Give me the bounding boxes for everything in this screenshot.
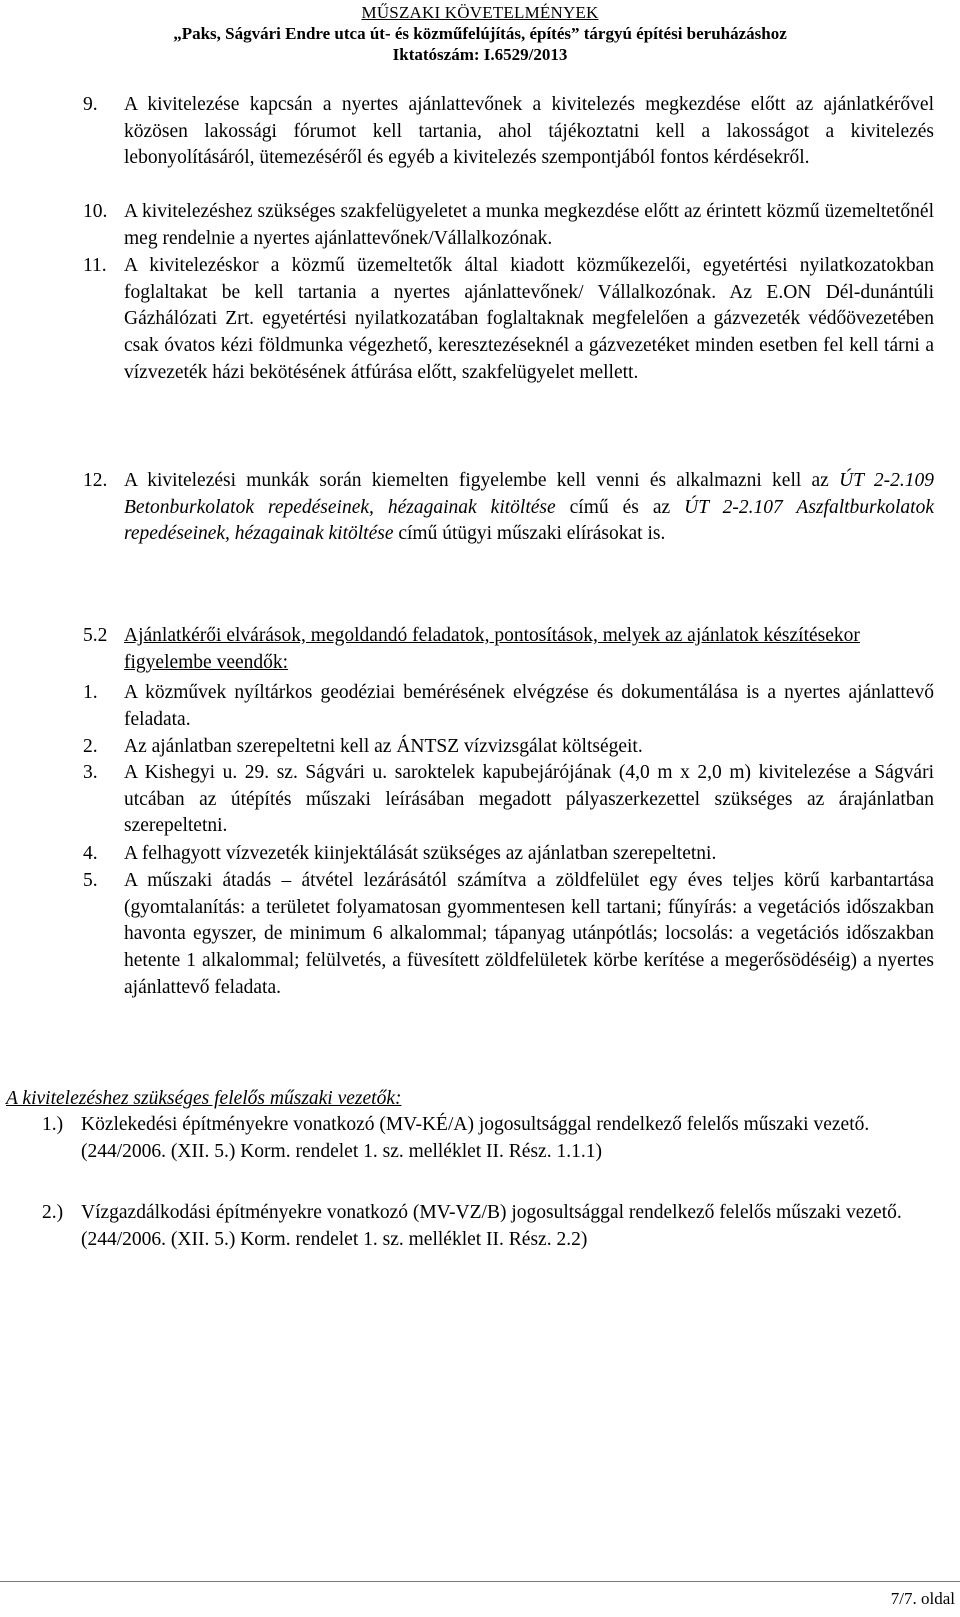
footer-divider (0, 1581, 960, 1582)
item-text-part: A kivitelezési munkák során kiemelten figyelembe kell venni és alkalmazni kell az (124, 470, 840, 491)
document-type: MŰSZAKI KÖVETELMÉNYEK (361, 3, 599, 22)
item-number: 1. (83, 682, 98, 703)
item-number: 12. (83, 470, 108, 491)
list-item (83, 734, 934, 761)
item-text: Közlekedési építményekre vonatkozó (MV-KÉ/A) jogosultsággal rendelkező felelős műszaki vezető. (81, 1114, 870, 1135)
item-text-part: című és az (555, 496, 685, 518)
list-item (83, 199, 934, 252)
list-item (83, 841, 934, 868)
project-title: „Paks, Ságvári Endre utca út- és közműfelújítás, építés” tárgyú építési beruházáshoz (173, 24, 787, 43)
item-number: 4. (83, 843, 98, 864)
item-number: 2.) (42, 1202, 64, 1223)
item-text: A közművek nyíltárkos geodéziai bemérésének elvégzése és dokumentálása is a nyertes ajánlattevő feladata. (124, 682, 934, 730)
item-text: A műszaki átadás – átvétel lezárásától számítva a zöldfelület egy éves teljes körű karbantartása (gyomtalanítás: a területet folyamatosan gyommentesen kell tartani; fűnyírás: a vegetációs időszakban havonta egyszer, de minimum 6 alkalommal; tápanyag utánpótlás; locsolás: a vegetációs időszakban hetente 1 alkalommal; felülvetés, a füvesített zöldfelületek körbe kerítése a megerősödéséig) a nyertes ajánlattevő feladata. (124, 870, 934, 998)
responsible-managers-heading: A kivitelezéshez szükséges felelős műszaki vezetők: (6, 1088, 402, 1109)
page-header (0, 2, 960, 65)
item-text: A felhagyott vízvezeték kiinjektálását szükséges az ajánlatban szerepeltetni. (124, 843, 717, 864)
item-text-part: című útügyi műszaki elírásokat is. (393, 523, 666, 545)
section-number: 5.2 (83, 625, 108, 646)
section-heading (83, 622, 941, 676)
list-item (83, 468, 934, 548)
item-text: A kivitelezéskor a közmű üzemeltetők által kiadott közműkezelői, egyetértési nyilatkozatokban foglaltakat be kell tartania a nyertes ajánlattevőnek/ Vállalkozónak. Az E.ON Dél-dunántúli Gázhálózati Zrt. egyetértési nyilatkozatában foglaltaknak megfelelően a gázvezeték védőövezetében csak óvatos kézi földmunka végezhető, keresztezéseknél a gázvezetéket minden esetben fel kell tárni a vízvezeték házi bekötésének átfúrása előtt, szakfelügyelet mellett. (124, 255, 934, 383)
item-number: 11. (83, 255, 107, 276)
list-item (83, 760, 934, 840)
section-title: Ajánlatkérői elvárások, megoldandó feladatok, pontosítások, melyek az ajánlatok készítésekor figyelembe veendők: (124, 625, 860, 673)
list-item (42, 1200, 934, 1253)
list-item (83, 680, 934, 733)
regulation-reference: (244/2006. (XII. 5.) Korm. rendelet 1. sz. melléklet II. Rész. 2.2) (81, 1228, 588, 1250)
list-item (42, 1112, 934, 1165)
registration-number: Iktatószám: I.6529/2013 (392, 45, 568, 64)
standard-reference: ÚT 2-2.107 Aszfaltburkolatok repedéseinek, hézagainak kitöltése (124, 496, 935, 545)
item-text: A kivitelezése kapcsán a nyertes ajánlattevőnek a kivitelezés megkezdése előtt az ajánlatkérővel közösen lakossági fórumot kell tartania, ahol tájékoztatni kell a lakosságot a kivitelezés lebonyolításáról, ütemezéséről és egyéb a kivitelezés szempontjából fontos kérdésekről. (124, 94, 934, 169)
item-text: A kivitelezéshez szükséges szakfelügyeletet a munka megkezdése előtt az érintett közmű üzemeltetőnél meg rendelnie a nyertes ajánlattevőnek/Vállalkozónak. (124, 201, 934, 249)
item-text: Vízgazdálkodási építményekre vonatkozó (MV-VZ/B) jogosultsággal rendelkező felelős műszaki vezető. (81, 1202, 902, 1223)
item-number: 9. (83, 94, 98, 115)
page-number: 7/7. oldal (890, 1589, 955, 1608)
item-number: 5. (83, 870, 98, 891)
item-text: A Kishegyi u. 29. sz. Ságvári u. saroktelek kapubejárójának (4,0 m x 2,0 m) kivitelezése a Ságvári utcában az útépítés műszaki leírásában megadott pályaszerkezettel szükséges az árajánlatban szerepeltetni. (124, 762, 934, 837)
item-number: 10. (83, 201, 108, 222)
item-number: 1.) (42, 1114, 64, 1135)
item-number: 2. (83, 736, 98, 757)
item-text: Az ajánlatban szerepeltetni kell az ÁNTSZ vízvizsgálat költségeit. (124, 736, 643, 757)
list-item (83, 253, 934, 387)
list-item (83, 868, 934, 1002)
standard-reference: ÚT 2-2.109 Betonburkolatok repedéseinek, hézagainak kitöltése (124, 470, 934, 518)
list-item (83, 92, 934, 172)
item-number: 3. (83, 762, 98, 783)
regulation-reference: (244/2006. (XII. 5.) Korm. rendelet 1. sz. melléklet II. Rész. 1.1.1) (81, 1140, 602, 1162)
item-text (124, 468, 934, 548)
